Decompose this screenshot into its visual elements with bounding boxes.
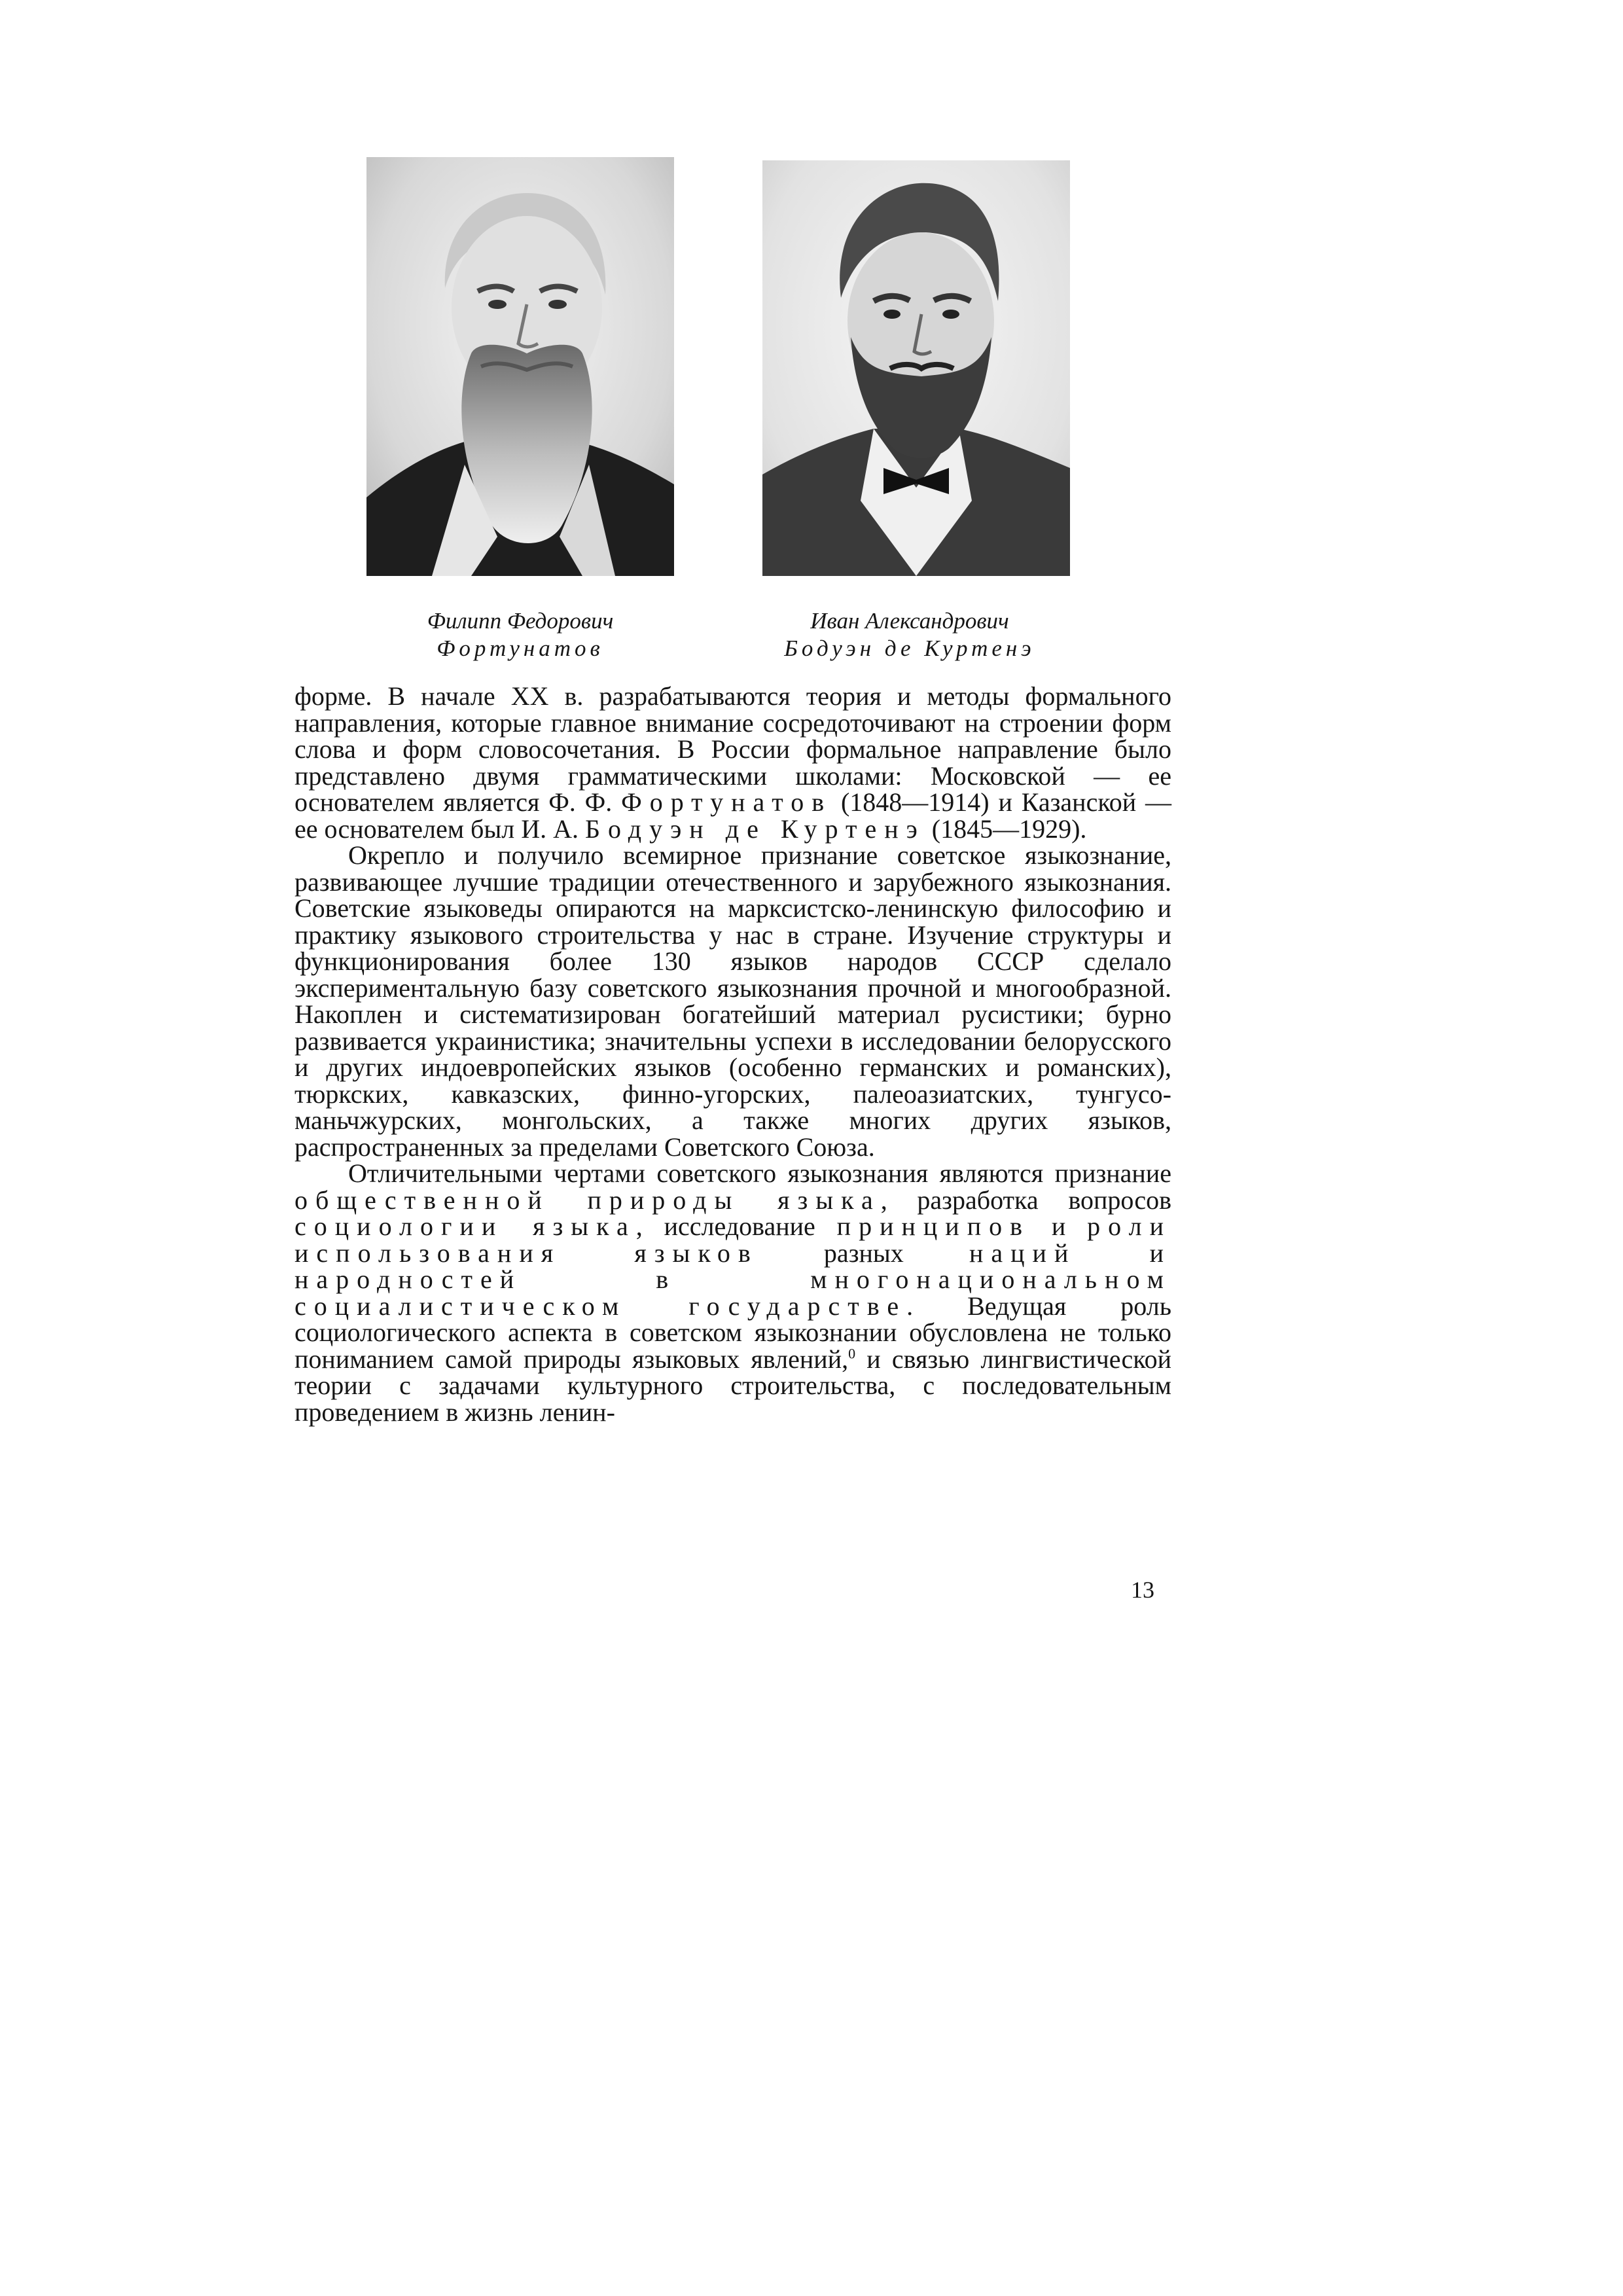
p3-text-g: и — [1030, 1211, 1088, 1241]
caption-fortunatov — [324, 607, 717, 662]
p3-text-a: Отличительными чертами советского языкознания являются признание — [348, 1158, 1171, 1188]
paragraph-3 — [294, 1160, 1171, 1426]
paragraph-1 — [294, 683, 1171, 842]
p3-nations: наций и народностей в многонациональном социалистическом государстве — [294, 1238, 1171, 1321]
body-text — [294, 683, 1171, 1426]
p1-text-c: (1848—1914) и Казанской — ее основателем был И. А. — [294, 787, 1171, 844]
p3-text-c: , разработка вопросов — [880, 1185, 1171, 1215]
p1-baudouin: Бодуэн де Куртенэ — [584, 814, 925, 844]
caption-baudouin — [713, 607, 1106, 662]
p1-text-a: форме. В начале XX в. разрабатываются теория и методы формального направления, которые главное внимание сосредоточивают на строении форм слова и форм словосочетания. В России формальное направление было представлено двумя грамматическими школами: Московской — ее основателем является Ф. Ф. — [294, 681, 1171, 817]
p3-text-l: и связью лингвистической теории с задачами культурного строительства, с последовательным проведением в жизнь ленин- — [294, 1344, 1172, 1427]
caption-left-surname: Фортунатов — [437, 636, 604, 661]
footnote-marker: 0 — [848, 1345, 856, 1362]
portrait-fortunatov — [366, 157, 674, 576]
p3-text-e: , исследование — [635, 1211, 837, 1241]
p3-text-i: разных — [758, 1238, 969, 1268]
portrait-baudouin-de-courtenay — [762, 160, 1070, 576]
caption-left-first-name: Филипп Федорович — [427, 608, 614, 634]
p1-fortunatov: Фортунатов — [621, 787, 832, 817]
p3-text-k: . Ведущая роль социологического аспекта в советском языкознании обусловлена не только пониманием самой природы языковых явлений, — [294, 1291, 1171, 1374]
p3-social-nature: общественной природы языка — [294, 1185, 881, 1215]
caption-right-surname: Бодуэн де Куртенэ — [784, 636, 1035, 661]
p1-text-e: (1845—1929). — [925, 814, 1087, 844]
caption-right-first-name: Иван Александрович — [810, 608, 1009, 634]
p3-language-use: роли использования языков — [294, 1211, 1172, 1268]
paragraph-2: Окрепло и получило всемирное признание советское языкознание, развивающее лучшие традиции отечественного и зарубежного языкознания. Советские языковеды опираются на марксистско-ленинскую философию и практику языкового строительства у нас в стране. Изучение структуры и функционирования более 130 языков народов СССР сделало экспериментальную базу советского языкознания прочной и многообразной. Накоплен и систематизирован богатейший материал русистики; бурно развивается украинистика; значительны успехи в исследовании белорусского и других индоевропейских языков (особенно германских и романских), тюркских, кавказских, финно-угорских, палеоазиатских, тунгусо-маньчжурских, монгольских, а также многих других языков, распространенных за пределами Советского Союза. — [294, 840, 1171, 1162]
page-number: 13 — [1131, 1577, 1154, 1603]
p3-principles: принципов — [836, 1211, 1030, 1241]
p3-sociology: социологии языка — [294, 1211, 636, 1241]
